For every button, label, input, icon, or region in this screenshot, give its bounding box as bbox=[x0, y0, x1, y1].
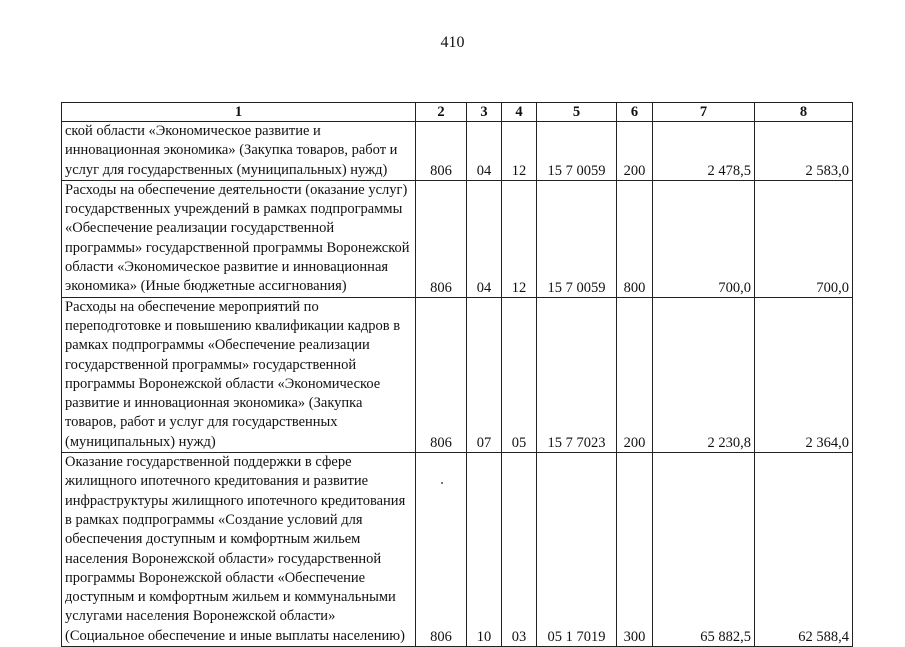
table-row bbox=[62, 453, 853, 647]
cell-target-article: 15 7 0059 bbox=[537, 180, 617, 297]
header-col-4: 4 bbox=[502, 103, 537, 122]
cell-amount-1: 700,0 bbox=[653, 180, 755, 297]
page-number: 410 bbox=[440, 34, 465, 51]
cell-code: 806 bbox=[416, 180, 467, 297]
budget-table bbox=[61, 102, 853, 647]
cell-section: 04 bbox=[467, 180, 502, 297]
scan-speck bbox=[441, 482, 443, 484]
table-row bbox=[62, 180, 853, 297]
cell-section: 04 bbox=[467, 122, 502, 181]
table-row bbox=[62, 122, 853, 181]
cell-amount-2: 700,0 bbox=[755, 180, 853, 297]
cell-code: 806 bbox=[416, 122, 467, 181]
header-col-3: 3 bbox=[467, 103, 502, 122]
row-description: Расходы на обеспечение деятельности (оказание услуг) государственных учреждений в рамках подпрограммы «Обеспечение реализации государственной программы» государственной программы Воронежской области «Экономическое развитие и инновационная экономика» (Иные бюджетные ассигнования) bbox=[62, 180, 416, 297]
row-description: ской области «Экономическое развитие и инновационная экономика» (Закупка товаров, работ и услуг для государственных (муниципальных) нужд) bbox=[62, 122, 416, 181]
cell-subsection: 05 bbox=[502, 297, 537, 452]
header-row bbox=[62, 103, 853, 122]
cell-subsection: 12 bbox=[502, 180, 537, 297]
cell-expense-type: 800 bbox=[617, 180, 653, 297]
header-col-7: 7 bbox=[653, 103, 755, 122]
cell-amount-1: 2 230,8 bbox=[653, 297, 755, 452]
cell-subsection: 12 bbox=[502, 122, 537, 181]
cell-section: 10 bbox=[467, 453, 502, 647]
row-description: Оказание государственной поддержки в сфере жилищного ипотечного кредитования и развитие инфраструктуры жилищного ипотечного кредитования в рамках подпрограммы «Создание условий для обеспечения доступным и комфортным жильем населения Воронежской области» государственной программы Воронежской области «Обеспечение доступным и комфортным жильем и коммунальными услугами населения Воронежской области» (Социальное обеспечение и иные выплаты населению) bbox=[62, 453, 416, 647]
cell-amount-1: 65 882,5 bbox=[653, 453, 755, 647]
header-col-5: 5 bbox=[537, 103, 617, 122]
cell-target-article: 15 7 7023 bbox=[537, 297, 617, 452]
cell-amount-2: 2 583,0 bbox=[755, 122, 853, 181]
cell-expense-type: 200 bbox=[617, 297, 653, 452]
header-col-1: 1 bbox=[62, 103, 416, 122]
row-description: Расходы на обеспечение мероприятий по переподготовке и повышению квалификации кадров в рамках подпрограммы «Обеспечение реализации государственной программы» государственной программы Воронежской области «Экономическое развитие и инновационная экономика» (Закупка товаров, работ и услуг для государственных (муниципальных) нужд) bbox=[62, 297, 416, 452]
cell-target-article: 05 1 7019 bbox=[537, 453, 617, 647]
header-col-6: 6 bbox=[617, 103, 653, 122]
cell-amount-1: 2 478,5 bbox=[653, 122, 755, 181]
cell-code: 806 bbox=[416, 297, 467, 452]
header-col-8: 8 bbox=[755, 103, 853, 122]
table-row bbox=[62, 297, 853, 452]
cell-subsection: 03 bbox=[502, 453, 537, 647]
header-col-2: 2 bbox=[416, 103, 467, 122]
cell-target-article: 15 7 0059 bbox=[537, 122, 617, 181]
cell-amount-2: 62 588,4 bbox=[755, 453, 853, 647]
cell-expense-type: 300 bbox=[617, 453, 653, 647]
cell-amount-2: 2 364,0 bbox=[755, 297, 853, 452]
cell-section: 07 bbox=[467, 297, 502, 452]
cell-code: 806 bbox=[416, 453, 467, 647]
cell-expense-type: 200 bbox=[617, 122, 653, 181]
